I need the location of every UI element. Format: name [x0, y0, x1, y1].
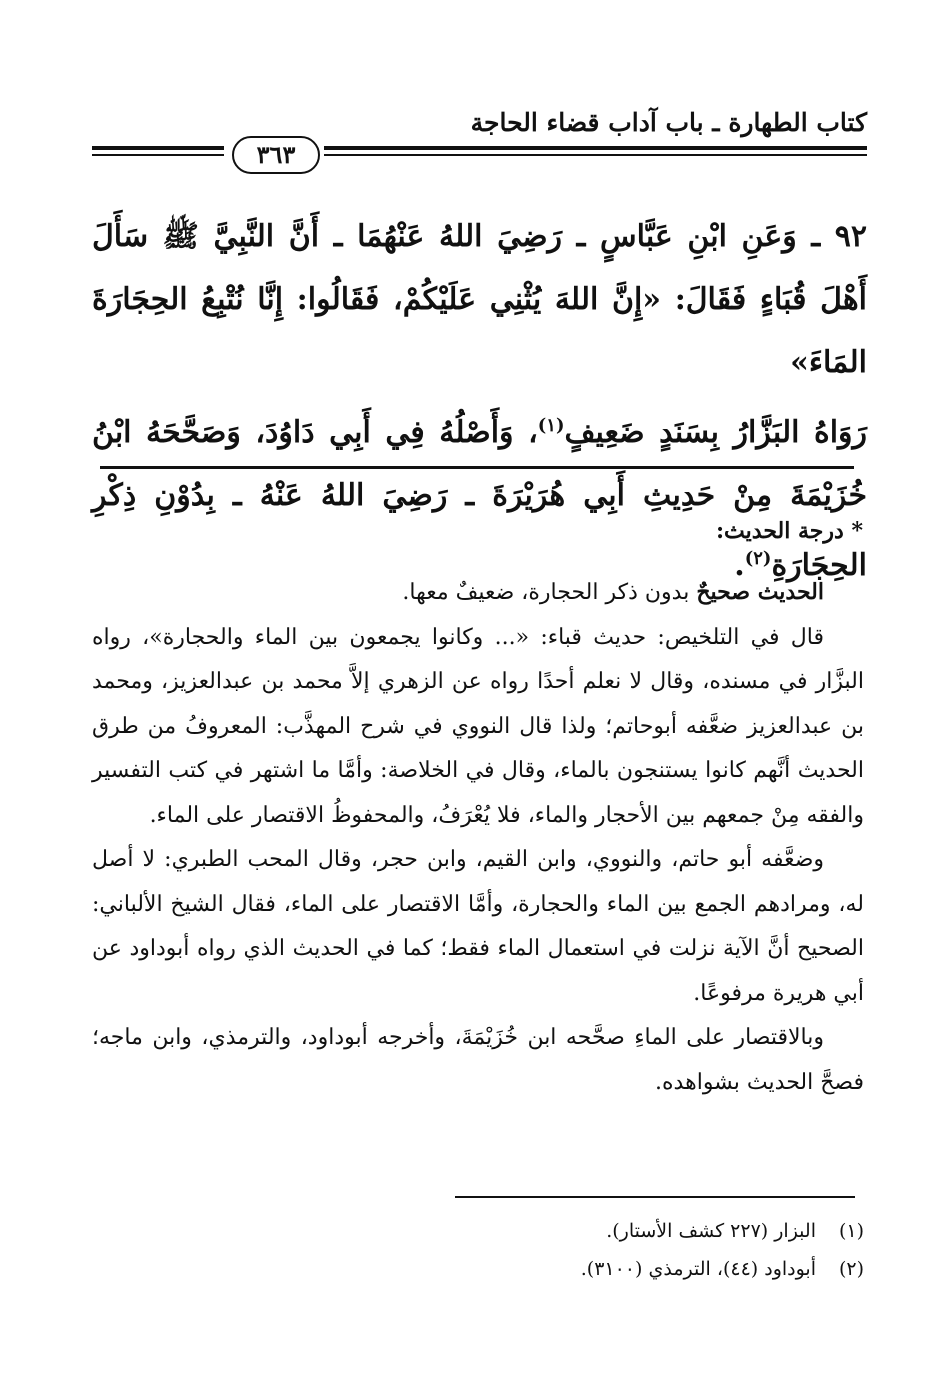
header-rule-right-thick	[324, 146, 867, 150]
chapter-title: كتاب الطهارة ـ باب آداب قضاء الحاجة	[470, 108, 867, 137]
header-rule-left-thick	[92, 146, 224, 150]
footnote-text: البزار (٢٢٧ كشف الأستار).	[606, 1220, 816, 1242]
footnote-rule	[455, 1196, 855, 1198]
footnote-number: (٢)	[838, 1258, 864, 1280]
hadith-line-4: خُزَيْمَةَ مِنْ حَدِيثِ أَبِي هُرَيْرَةَ ـ رَضِيَ اللهُ عَنْهُ ـ بِدُوْنِ ذِكْرِ الحِجَارَةِ$^{(٢)}$.	[92, 478, 867, 583]
hadith-number: ٩٢ ـ	[811, 219, 868, 254]
paragraph-3: وضعَّفه أبو حاتم، والنووي، وابن القيم، وابن حجر، وقال المحب الطبري: لا أصل له، ومرادهم الجمع بين الماء والحجارة، وأمَّا الاقتصار على الماء، فقال الشيخ الألباني: الصحيح أنَّ الآية نزلت في استعمال الماء فقط؛ كما في الحديث الذي رواه أبوداود عن أبي هريرة مرفوعًا.	[92, 847, 864, 1006]
section-heading: * درجة الحديث:	[715, 518, 863, 544]
ruling-lead: الحديث صحيحٌ	[696, 579, 824, 605]
paragraph-1: الحديث صحيحٌ بدون ذكر الحجارة، ضعيفٌ معها.	[402, 579, 824, 605]
hadith-line-3: رَوَاهُ البَزَّارُ بِسَنَدٍ ضَعِيفٍ$^{(١)}$، وَأَصْلُهُ فِي أَبِي دَاوُدَ، وَصَحَّحَهُ ابْنُ	[92, 415, 868, 450]
footnote-text: أبوداود (٤٤)، الترمذي (٣١٠٠).	[580, 1258, 816, 1280]
paragraph-2: قال في التلخيص: حديث قباء: «... وكانوا يجمعون بين الماء والحجارة»، رواه البزَّار في مسنده، وقال لا نعلم أحدًا رواه عن الزهري إلاَّ محمد بن عبدالعزيز، ومحمد بن عبدالعزيز ضعَّفه أبوحاتم؛ ولذا قال النووي في شرح المهذَّب: المعروفُ من طرق الحديث أنَّهم كانوا يستنجون بالماء، وقال في الخلاصة: وأمَّا ما اشتهر في كتب التفسير والفقه مِنْ جمعهم بين الأحجار والماء، فلا يُعْرَفُ، والمحفوظُ الاقتصار على الماء.	[92, 624, 864, 828]
paragraph-4: وبالاقتصار على الماءِ صحَّحه ابن خُزَيْمَةَ، وأخرجه أبوداود، والترمذي، وابن ماجه؛ فصحَّ الحديث بشواهده.	[92, 1025, 864, 1095]
footnotes	[300, 1212, 864, 1288]
header-rule-left-thin	[92, 154, 224, 156]
section-divider	[100, 466, 854, 469]
footnote-ref-1: (١)	[537, 415, 565, 436]
header-rule-right-thin	[324, 154, 867, 156]
footnote-ref-2: (٢)	[744, 548, 772, 569]
commentary	[92, 570, 864, 1105]
hadith-line-2: أَهْلَ قُبَاءٍ فَقَالَ: «إِنَّ اللهَ يُثْنِي عَلَيْكُمْ، فَقَالُوا: إِنَّا نُتْبِعُ الحِجَارَةَ المَاءَ»	[92, 282, 867, 380]
hadith-line-1: ٩٢ ـ وَعَنِ ابْنِ عَبَّاسٍ ـ رَضِيَ اللهُ عَنْهُمَا ـ أَنَّ النَّبِيَّ ﷺ سَأَلَ	[92, 219, 868, 254]
running-header	[92, 108, 867, 168]
footnote-number: (١)	[838, 1220, 864, 1242]
footnote-2	[300, 1250, 864, 1288]
footnote-1	[300, 1212, 864, 1250]
page-number: ٣٦٣	[232, 136, 320, 174]
